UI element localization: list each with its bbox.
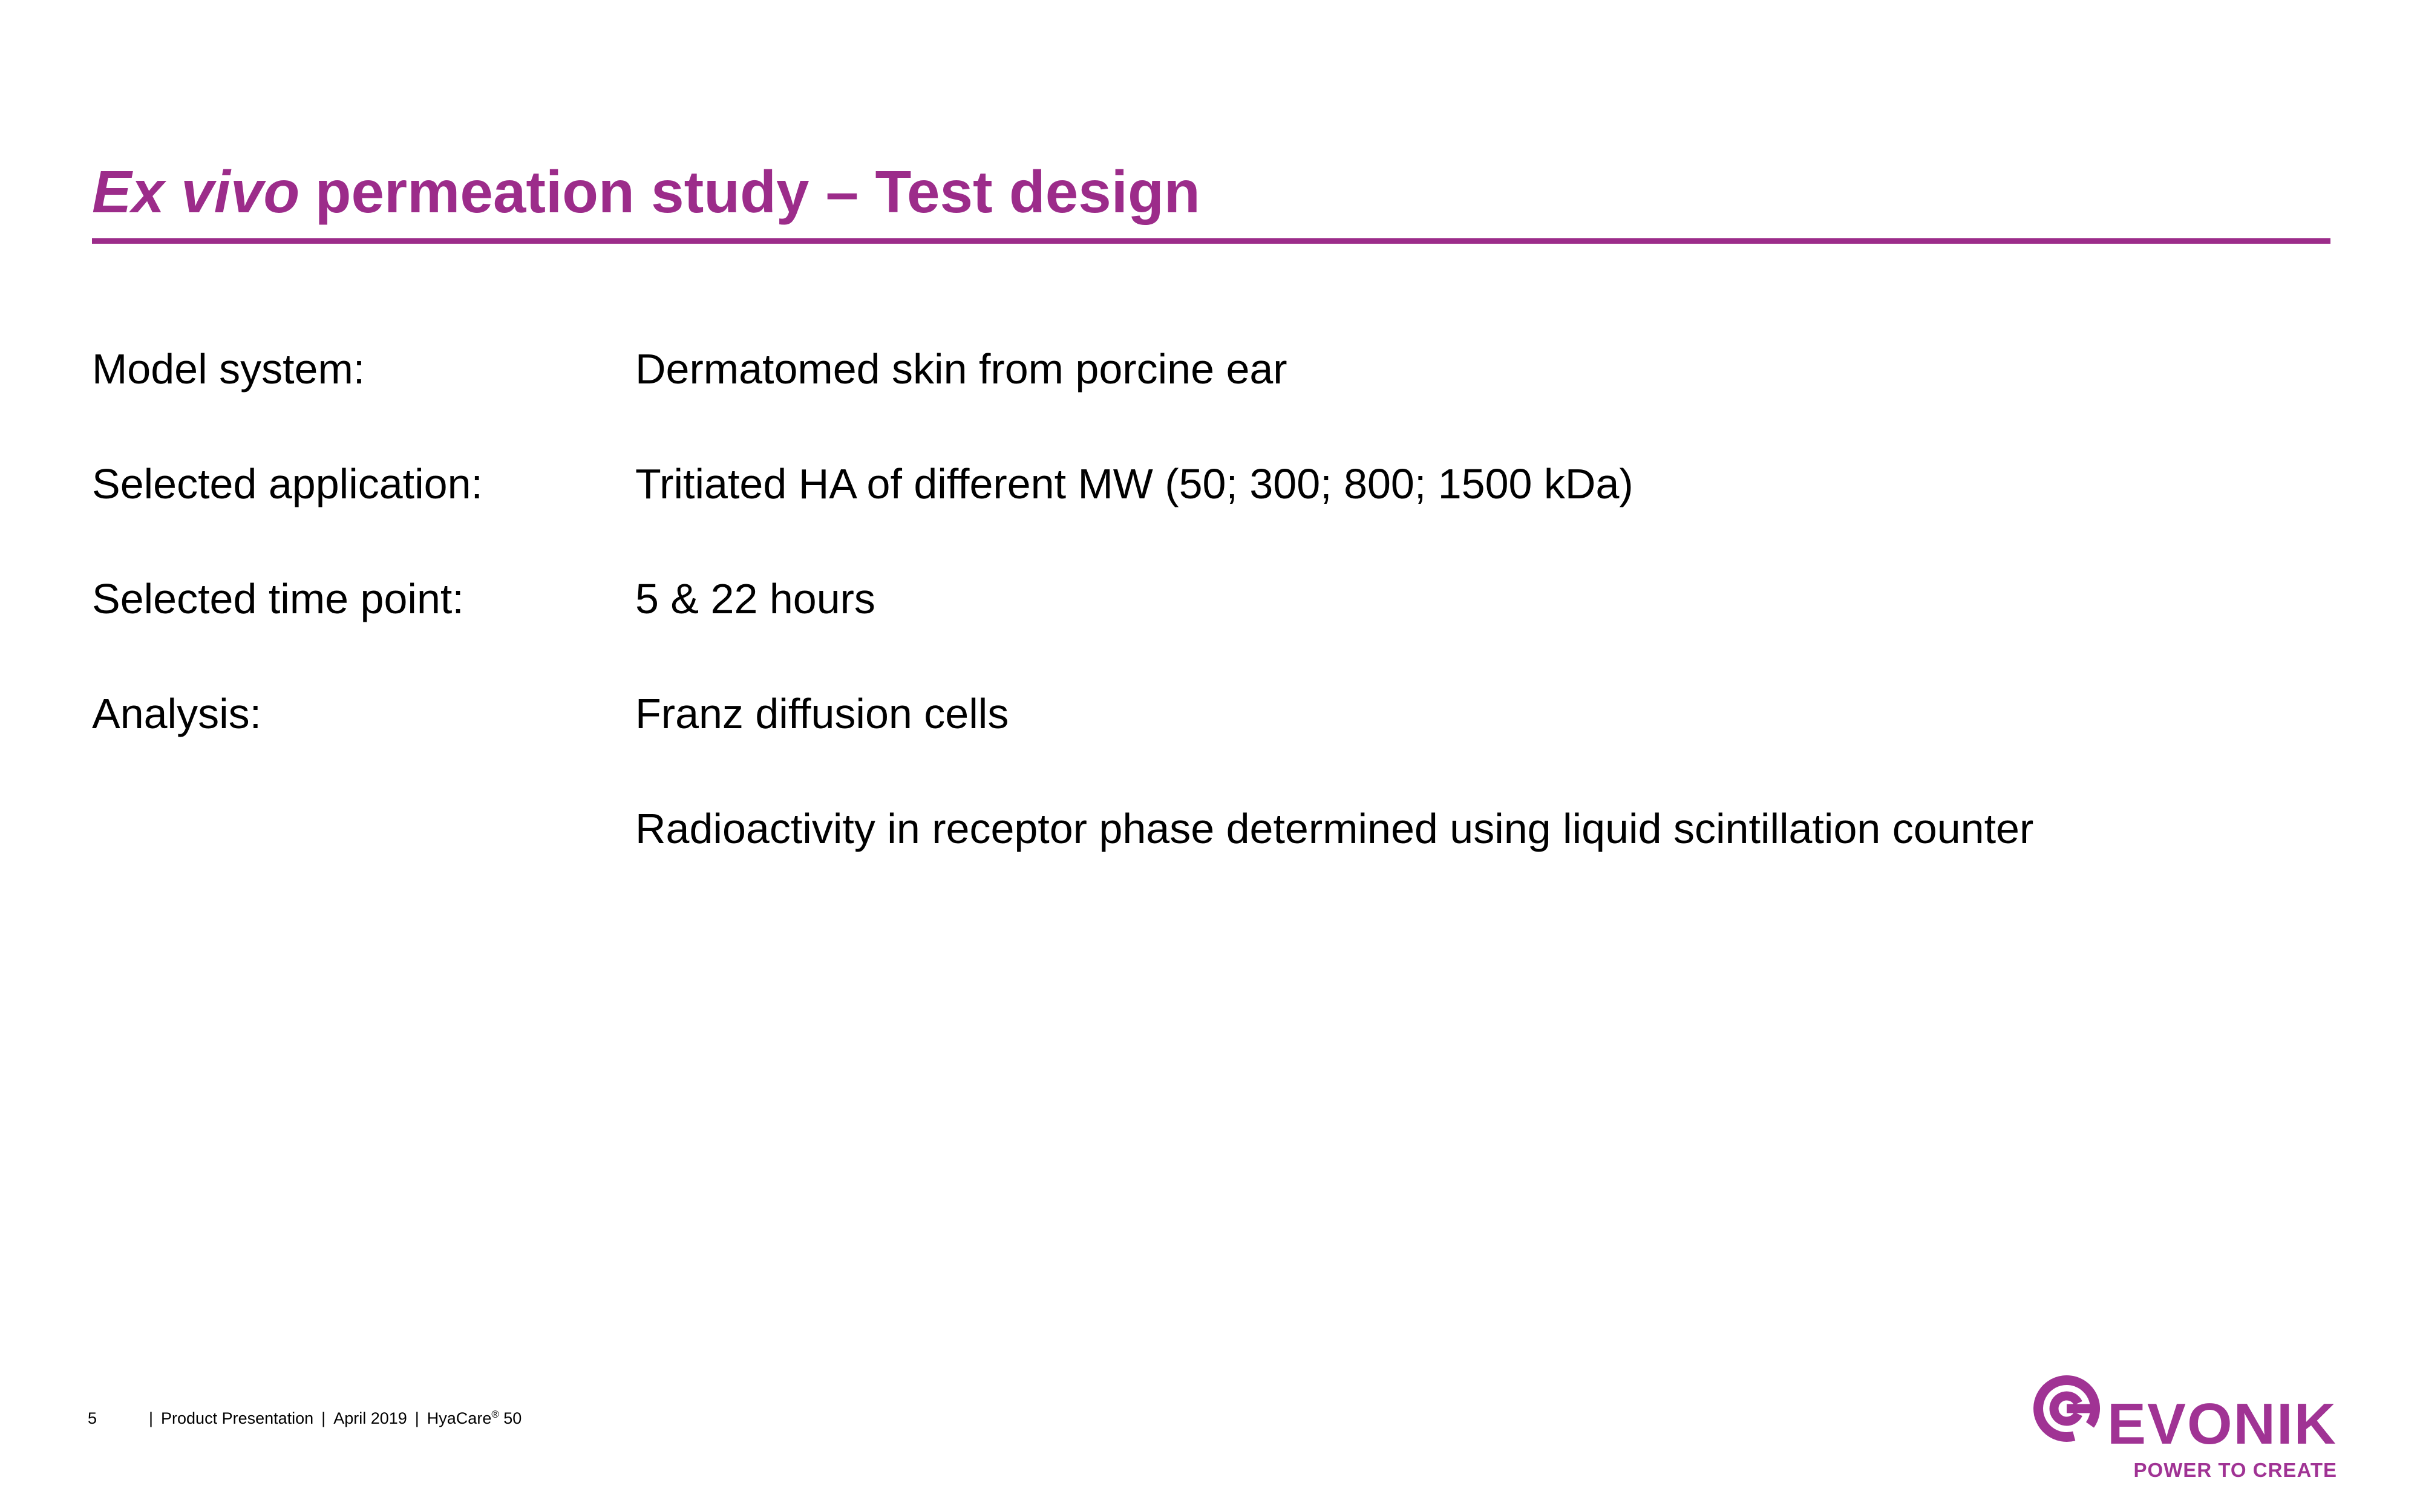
row-value: Dermatomed skin from porcine ear [635, 345, 1287, 393]
registered-trademark-mark: ® [491, 1409, 499, 1420]
evonik-e-mark-icon [2031, 1375, 2102, 1442]
slide-footer [88, 1410, 522, 1428]
page-number: 5 [88, 1409, 97, 1427]
row-value: Tritiated HA of different MW (50; 300; 800; 1500 kDa) [635, 460, 1634, 507]
title-underline-rule [92, 238, 2330, 244]
title-italic-segment: Ex vivo [92, 158, 300, 225]
footer-product-name [427, 1409, 522, 1427]
footer-separator: | [149, 1409, 154, 1427]
content-row-selected-application [92, 460, 2294, 509]
row-label: Model system: [92, 345, 365, 393]
title-rest-segment: permeation study – Test design [315, 158, 1200, 225]
row-label [92, 804, 635, 853]
row-label: Analysis: [92, 690, 262, 737]
row-value: Franz diffusion cells [635, 690, 1009, 737]
content-row-model-system [92, 345, 2294, 394]
product-name-text: HyaCare [427, 1409, 492, 1427]
row-label: Selected application: [92, 460, 483, 507]
footer-presentation-label: Product Presentation [161, 1409, 314, 1427]
row-value: Radioactivity in receptor phase determined using liquid scintillation counter [635, 805, 2034, 852]
row-value: 5 & 22 hours [635, 575, 875, 622]
evonik-logo [2031, 1375, 2337, 1484]
slide-title [92, 158, 1200, 225]
row-label: Selected time point: [92, 575, 464, 622]
product-suffix: 50 [503, 1409, 522, 1427]
evonik-tagline: POWER TO CREATE [2133, 1459, 2337, 1481]
content-row-analysis-continued [92, 804, 2294, 853]
content-row-selected-time-point [92, 575, 2294, 624]
evonik-wordmark: EVONIK [2107, 1392, 2337, 1456]
footer-separator: | [321, 1409, 326, 1427]
footer-separator: | [414, 1409, 419, 1427]
content-row-analysis [92, 689, 2294, 738]
footer-date: April 2019 [333, 1409, 407, 1427]
